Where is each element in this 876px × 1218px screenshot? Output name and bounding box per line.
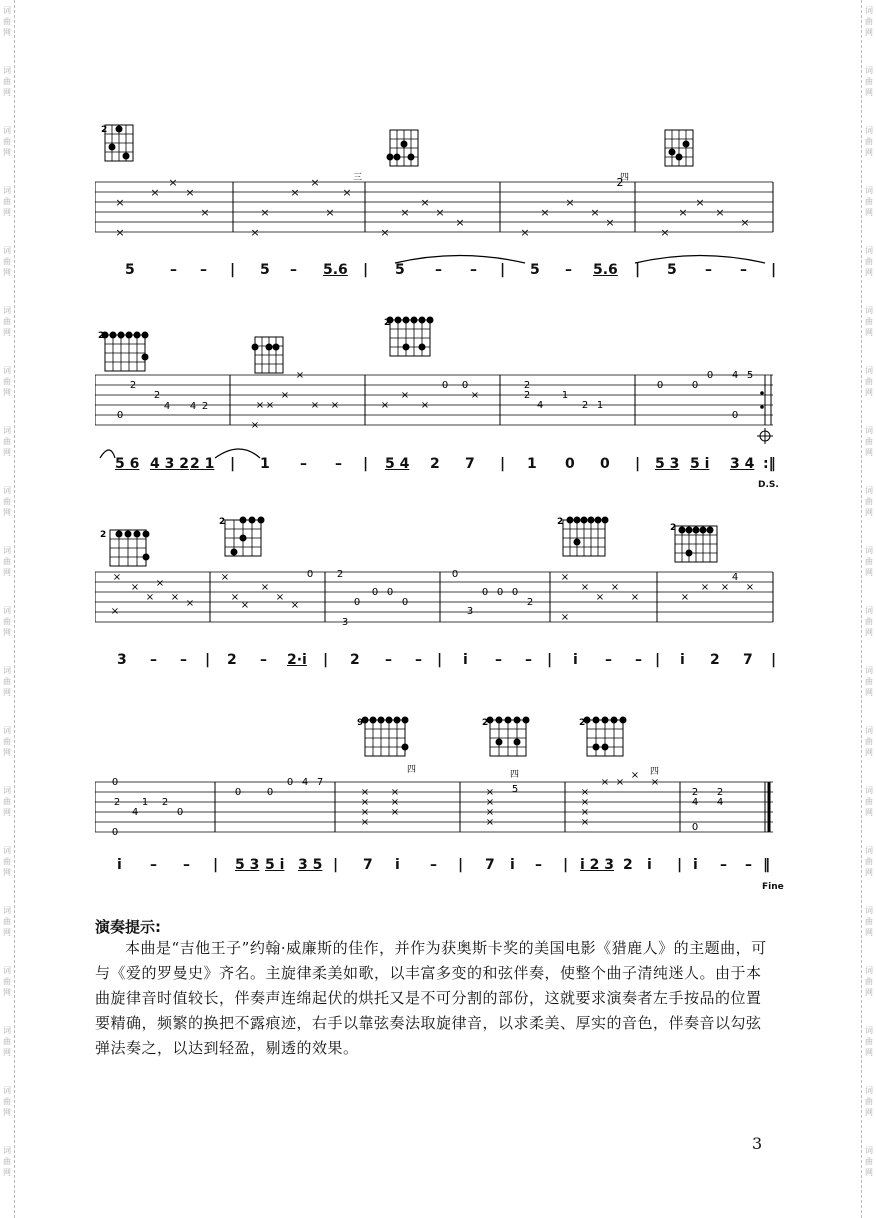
watermark-right-column — [861, 0, 876, 1218]
tab-staff — [95, 182, 773, 232]
svg-text:×: × — [520, 226, 530, 239]
svg-text:×: × — [380, 400, 390, 411]
watermark-mark: 词 曲 网 — [3, 426, 11, 457]
watermark-mark: 词 曲 网 — [3, 606, 11, 637]
svg-text:×: × — [400, 206, 410, 219]
svg-text:×: × — [420, 400, 430, 411]
chord-diagram — [225, 517, 265, 557]
svg-text:×: × — [455, 216, 465, 229]
page-number: 3 — [752, 1134, 763, 1153]
svg-text:×: × — [420, 196, 430, 209]
watermark-mark: 词 曲 网 — [865, 6, 873, 37]
svg-text:×: × — [275, 592, 285, 603]
watermark-left-column — [0, 0, 15, 1218]
tab-staff — [95, 375, 773, 425]
svg-text:×: × — [390, 807, 400, 818]
svg-text:×: × — [260, 206, 270, 219]
jianpu-line-1: 5 – – | 5 – 5.6 | 5 – – | 5 – 5.6 | 5 – – | — [125, 262, 777, 278]
chord-diagram — [252, 337, 284, 373]
watermark-mark: 词 曲 网 — [3, 246, 11, 277]
svg-text:×: × — [360, 787, 370, 798]
svg-text:×: × — [720, 582, 730, 593]
svg-text:×: × — [745, 582, 755, 593]
svg-text:×: × — [470, 390, 480, 401]
svg-text:×: × — [435, 206, 445, 219]
svg-text:×: × — [150, 186, 160, 199]
svg-text:2: 2 — [716, 787, 724, 798]
performance-notes-title: 演奏提示: — [95, 918, 161, 936]
watermark-mark: 词 曲 网 — [865, 1146, 873, 1177]
svg-text:×: × — [255, 400, 265, 411]
watermark-mark: 词 曲 网 — [865, 1086, 873, 1117]
watermark-mark: 词 曲 网 — [3, 846, 11, 877]
svg-text:×: × — [250, 226, 260, 239]
svg-text:×: × — [580, 787, 590, 798]
svg-text:×: × — [260, 582, 270, 593]
svg-text:×: × — [580, 797, 590, 808]
watermark-mark: 词 曲 网 — [3, 306, 11, 337]
svg-text:×: × — [200, 206, 210, 219]
svg-text:×: × — [580, 817, 590, 828]
svg-text:×: × — [390, 787, 400, 798]
svg-text:0: 0 — [706, 370, 714, 381]
svg-text:3: 3 — [341, 617, 349, 628]
svg-text:×: × — [115, 196, 125, 209]
chord-fret-label: 2 — [384, 318, 391, 328]
svg-text:×: × — [560, 572, 570, 583]
watermark-mark: 词 曲 网 — [3, 546, 11, 577]
svg-text:×: × — [630, 592, 640, 603]
chord-diagram — [110, 530, 150, 566]
chord-diagram — [487, 717, 530, 757]
svg-text:×: × — [170, 592, 180, 603]
tab-notes — [112, 770, 723, 838]
jianpu-line-2: 5 6 4 3 2 2 1 | 1 – – | 5 4 2 7 | 1 0 0 | 5 3 5 i 3 4 :‖ — [115, 456, 776, 472]
watermark-mark: 词 曲 网 — [865, 906, 873, 937]
chord-diagram — [675, 526, 717, 562]
svg-text:×: × — [185, 186, 195, 199]
svg-text:×: × — [740, 216, 750, 229]
svg-text:0: 0 — [266, 787, 274, 798]
chord-fret-label: 2 — [100, 530, 107, 540]
chord-diagram — [102, 332, 149, 372]
watermark-mark: 词 曲 网 — [3, 186, 11, 217]
svg-text:×: × — [342, 186, 352, 199]
svg-text:0: 0 — [111, 777, 119, 788]
svg-text:0: 0 — [306, 569, 314, 580]
slur-marks — [390, 248, 790, 268]
svg-text:×: × — [240, 600, 250, 611]
chord-fret-label: 2 — [670, 523, 677, 533]
chord-fret-label: 2 — [482, 718, 489, 728]
fine-label: Fine — [762, 882, 784, 892]
watermark-mark: 词 曲 网 — [3, 366, 11, 397]
ds-label: D.S. — [758, 480, 779, 490]
svg-text:4: 4 — [691, 797, 699, 808]
svg-text:×: × — [650, 777, 660, 788]
svg-text:2: 2 — [153, 390, 161, 401]
chord-diagram — [563, 517, 609, 557]
svg-text:0: 0 — [496, 587, 504, 598]
svg-text:0: 0 — [481, 587, 489, 598]
svg-text:×: × — [280, 390, 290, 401]
tab-system-2 — [95, 315, 775, 435]
watermark-mark: 词 曲 网 — [865, 126, 873, 157]
svg-text:4: 4 — [536, 400, 544, 411]
svg-text:×: × — [580, 807, 590, 818]
position-marker-四: 四 — [407, 765, 417, 775]
watermark-mark: 词 曲 网 — [865, 306, 873, 337]
svg-text:×: × — [360, 797, 370, 808]
svg-text:×: × — [610, 582, 620, 593]
svg-text:×: × — [485, 787, 495, 798]
svg-text:×: × — [600, 777, 610, 788]
svg-text:×: × — [615, 777, 625, 788]
svg-text:×: × — [485, 817, 495, 828]
svg-text:1: 1 — [141, 797, 149, 808]
position-marker-四: 四 — [510, 770, 520, 780]
svg-text:2: 2 — [113, 797, 121, 808]
chord-fret-label: 2 — [219, 517, 226, 527]
svg-text:0: 0 — [731, 410, 739, 421]
svg-text:0: 0 — [176, 807, 184, 818]
chord-diagram — [362, 717, 409, 757]
svg-text:2: 2 — [523, 380, 531, 391]
svg-text:×: × — [168, 176, 178, 189]
watermark-mark: 词 曲 网 — [865, 486, 873, 517]
svg-text:4: 4 — [189, 401, 197, 412]
watermark-mark: 词 曲 网 — [865, 366, 873, 397]
watermark-mark: 词 曲 网 — [865, 186, 873, 217]
watermark-mark: 词 曲 网 — [865, 666, 873, 697]
watermark-mark: 词 曲 网 — [3, 666, 11, 697]
svg-text:×: × — [115, 226, 125, 239]
svg-text:0: 0 — [691, 822, 699, 833]
svg-text:0: 0 — [116, 410, 124, 421]
svg-text:7: 7 — [316, 777, 324, 788]
svg-text:0: 0 — [234, 787, 242, 798]
watermark-mark: 词 曲 网 — [3, 906, 11, 937]
svg-text:×: × — [560, 612, 570, 623]
svg-text:×: × — [130, 582, 140, 593]
svg-text:×: × — [112, 572, 122, 583]
svg-text:×: × — [265, 400, 275, 411]
watermark-mark: 词 曲 网 — [3, 1146, 11, 1177]
watermark-mark: 词 曲 网 — [865, 246, 873, 277]
svg-text:1: 1 — [596, 400, 604, 411]
chord-diagram — [387, 130, 419, 166]
svg-text:×: × — [310, 176, 320, 189]
watermark-mark: 词 曲 网 — [3, 786, 11, 817]
svg-text:×: × — [295, 370, 305, 381]
svg-text:2: 2 — [161, 797, 169, 808]
tab-system-3 — [95, 512, 775, 637]
watermark-mark: 词 曲 网 — [3, 66, 11, 97]
svg-text:×: × — [485, 797, 495, 808]
jianpu-line-3: 3 – – | 2 – 2·i | 2 – – | i – – | i – – | i 2 7 | — [117, 652, 777, 668]
svg-text:0: 0 — [461, 380, 469, 391]
svg-text:×: × — [330, 400, 340, 411]
svg-text:0: 0 — [371, 587, 379, 598]
chord-fret-label: 9 — [357, 718, 364, 728]
watermark-mark: 词 曲 网 — [865, 966, 873, 997]
svg-text:×: × — [145, 592, 155, 603]
svg-text:0: 0 — [441, 380, 449, 391]
svg-text:2: 2 — [581, 400, 589, 411]
svg-text:×: × — [700, 582, 710, 593]
chord-diagram — [665, 130, 693, 166]
svg-text:×: × — [230, 592, 240, 603]
svg-text:5: 5 — [746, 370, 754, 381]
svg-text:4: 4 — [731, 572, 739, 583]
watermark-mark: 词 曲 网 — [3, 726, 11, 757]
svg-text:×: × — [565, 196, 575, 209]
svg-text:4: 4 — [301, 777, 309, 788]
svg-text:0: 0 — [353, 597, 361, 608]
chord-diagram — [584, 717, 627, 757]
svg-text:×: × — [660, 226, 670, 239]
svg-text:×: × — [360, 817, 370, 828]
svg-text:0: 0 — [451, 569, 459, 580]
svg-text:2: 2 — [523, 390, 531, 401]
position-marker-三: 三 — [353, 173, 363, 183]
svg-text:×: × — [680, 592, 690, 603]
svg-text:4: 4 — [131, 807, 139, 818]
svg-text:2: 2 — [336, 569, 344, 580]
tab-notes — [117, 370, 753, 431]
watermark-mark: 词 曲 网 — [3, 126, 11, 157]
svg-text:2: 2 — [526, 597, 534, 608]
svg-text:×: × — [360, 807, 370, 818]
chord-diagram — [105, 125, 133, 161]
watermark-mark: 词 曲 网 — [865, 1026, 873, 1057]
watermark-mark: 词 曲 网 — [865, 786, 873, 817]
svg-text:×: × — [580, 582, 590, 593]
svg-text:×: × — [630, 770, 640, 781]
svg-text:×: × — [325, 206, 335, 219]
position-marker-四: 四 — [650, 767, 660, 777]
chord-fret-label: 2 — [557, 517, 564, 527]
svg-text:2: 2 — [616, 176, 624, 189]
watermark-mark: 词 曲 网 — [3, 1086, 11, 1117]
svg-text:2: 2 — [129, 380, 137, 391]
watermark-mark: 词 曲 网 — [865, 546, 873, 577]
svg-text:×: × — [250, 420, 260, 431]
svg-text:1: 1 — [561, 390, 569, 401]
svg-text:×: × — [185, 598, 195, 609]
watermark-mark: 词 曲 网 — [865, 846, 873, 877]
jianpu-line-4: i – – | 5 3 5 i 3 5 | 7 i – | 7 i – | i 2 3 2 i | i – – ‖ — [117, 857, 770, 873]
svg-text:×: × — [390, 797, 400, 808]
tab-staff — [95, 782, 773, 832]
svg-text:4: 4 — [731, 370, 739, 381]
chord-fret-label: 2 — [101, 125, 108, 135]
svg-text:×: × — [110, 606, 120, 617]
svg-text:4: 4 — [716, 797, 724, 808]
svg-text:×: × — [590, 206, 600, 219]
svg-text:3: 3 — [466, 606, 474, 617]
watermark-mark: 词 曲 网 — [865, 426, 873, 457]
svg-text:0: 0 — [511, 587, 519, 598]
watermark-mark: 词 曲 网 — [3, 6, 11, 37]
coda-sign — [757, 428, 773, 444]
svg-text:×: × — [400, 390, 410, 401]
watermark-mark: 词 曲 网 — [3, 1026, 11, 1057]
svg-text:0: 0 — [286, 777, 294, 788]
watermark-mark: 词 曲 网 — [3, 486, 11, 517]
svg-text:×: × — [380, 226, 390, 239]
svg-text:0: 0 — [691, 380, 699, 391]
svg-text:0: 0 — [656, 380, 664, 391]
svg-text:4: 4 — [163, 401, 171, 412]
svg-text:0: 0 — [386, 587, 394, 598]
svg-text:0: 0 — [111, 827, 119, 838]
performance-notes-body: 本曲是“吉他王子”约翰·威廉斯的佳作，并作为获奥斯卡奖的美国电影《猎鹿人》的主题曲，可与《爱的罗曼史》齐名。主旋律柔美如歌，以丰富多变的和弦伴奏，使整个曲子清纯迷人。由于本曲旋律音时值较长，伴奏声连绵起伏的烘托又是不可分割的部份，这就要求演奏者左手按品的位置要精确，频繁的换把不露痕迹，右手以靠弦奏法取旋律音，以求柔美、厚实的音色，伴奏音以勾弦弹法奏之，以达到轻盈，剔透的效果。 — [95, 939, 767, 1057]
watermark-mark: 词 曲 网 — [865, 726, 873, 757]
svg-text:×: × — [220, 572, 230, 583]
svg-text:×: × — [678, 206, 688, 219]
tab-notes — [111, 569, 754, 628]
svg-text:2: 2 — [201, 401, 209, 412]
tab-notes — [115, 176, 749, 239]
svg-text:×: × — [605, 216, 615, 229]
chord-fret-label: 2 — [98, 331, 105, 341]
watermark-mark: 词 曲 网 — [3, 966, 11, 997]
svg-text:0: 0 — [401, 597, 409, 608]
svg-text:×: × — [485, 807, 495, 818]
chord-diagram — [387, 317, 434, 357]
svg-text:×: × — [290, 186, 300, 199]
svg-text:×: × — [290, 600, 300, 611]
svg-text:×: × — [695, 196, 705, 209]
svg-text:×: × — [715, 206, 725, 219]
tab-system-1 — [95, 120, 775, 250]
svg-text:×: × — [595, 592, 605, 603]
position-marker-四: 四 — [620, 173, 630, 183]
svg-text:5: 5 — [511, 784, 519, 795]
tab-system-4 — [95, 712, 775, 842]
svg-text:×: × — [540, 206, 550, 219]
watermark-mark: 词 曲 网 — [865, 66, 873, 97]
tab-staff — [95, 572, 773, 622]
svg-text:×: × — [310, 400, 320, 411]
watermark-mark: 词 曲 网 — [865, 606, 873, 637]
chord-fret-label: 2 — [579, 718, 586, 728]
svg-text:2: 2 — [691, 787, 699, 798]
svg-text:×: × — [155, 578, 165, 589]
